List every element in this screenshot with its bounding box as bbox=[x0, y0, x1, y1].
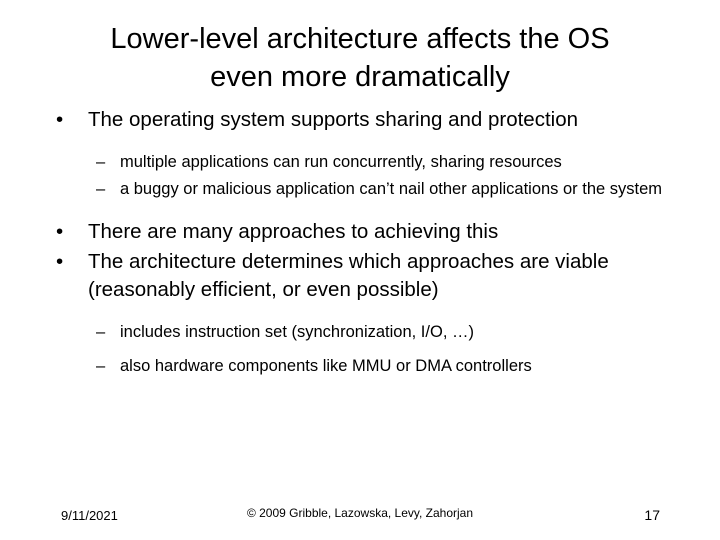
footer-copyright: © 2009 Gribble, Lazowska, Levy, Zahorjan bbox=[246, 506, 474, 520]
sub-bullets-architecture bbox=[56, 320, 676, 379]
sub-bullet-text: also hardware components like MMU or DMA controllers bbox=[120, 357, 532, 375]
sub-bullet-list bbox=[56, 150, 676, 202]
page-number: 17 bbox=[644, 507, 660, 523]
sub-bullet-list bbox=[56, 320, 676, 379]
title-line-1: Lower-level architecture affects the OS bbox=[110, 23, 610, 55]
dash-icon: – bbox=[96, 357, 106, 375]
bullet-text: The operating system supports sharing and protection bbox=[88, 108, 578, 131]
sub-bullet-item bbox=[56, 150, 676, 175]
bullet-item-architecture bbox=[56, 248, 676, 304]
dash-icon: – bbox=[96, 323, 106, 341]
dash-icon: – bbox=[96, 153, 106, 171]
sub-bullet-item bbox=[56, 320, 676, 345]
bullet-icon: • bbox=[56, 250, 64, 273]
footer-date: 9/11/2021 bbox=[61, 508, 118, 523]
sub-bullet-text: a buggy or malicious application can’t nail other applications or the system bbox=[120, 180, 663, 198]
bullet-item-approaches bbox=[56, 218, 676, 246]
bullet-text: The architecture determines which approaches are viable (reasonably efficient, or even possible) bbox=[88, 250, 609, 301]
bullet-icon: • bbox=[56, 220, 64, 243]
bullet-text: There are many approaches to achieving this bbox=[88, 220, 499, 243]
bullet-item-sharing bbox=[56, 106, 676, 134]
bullet-icon: • bbox=[56, 108, 64, 131]
dash-icon: – bbox=[96, 180, 106, 198]
sub-bullet-item bbox=[56, 354, 676, 379]
slide-title bbox=[40, 20, 680, 96]
title-line-2: even more dramatically bbox=[210, 61, 510, 93]
bullet-list bbox=[56, 106, 676, 379]
sub-bullet-item bbox=[56, 177, 676, 202]
sub-bullet-text: multiple applications can run concurrently, sharing resources bbox=[120, 153, 562, 171]
sub-bullet-text: includes instruction set (synchronization, I/O, …) bbox=[120, 323, 474, 341]
sub-bullets-sharing bbox=[56, 150, 676, 202]
